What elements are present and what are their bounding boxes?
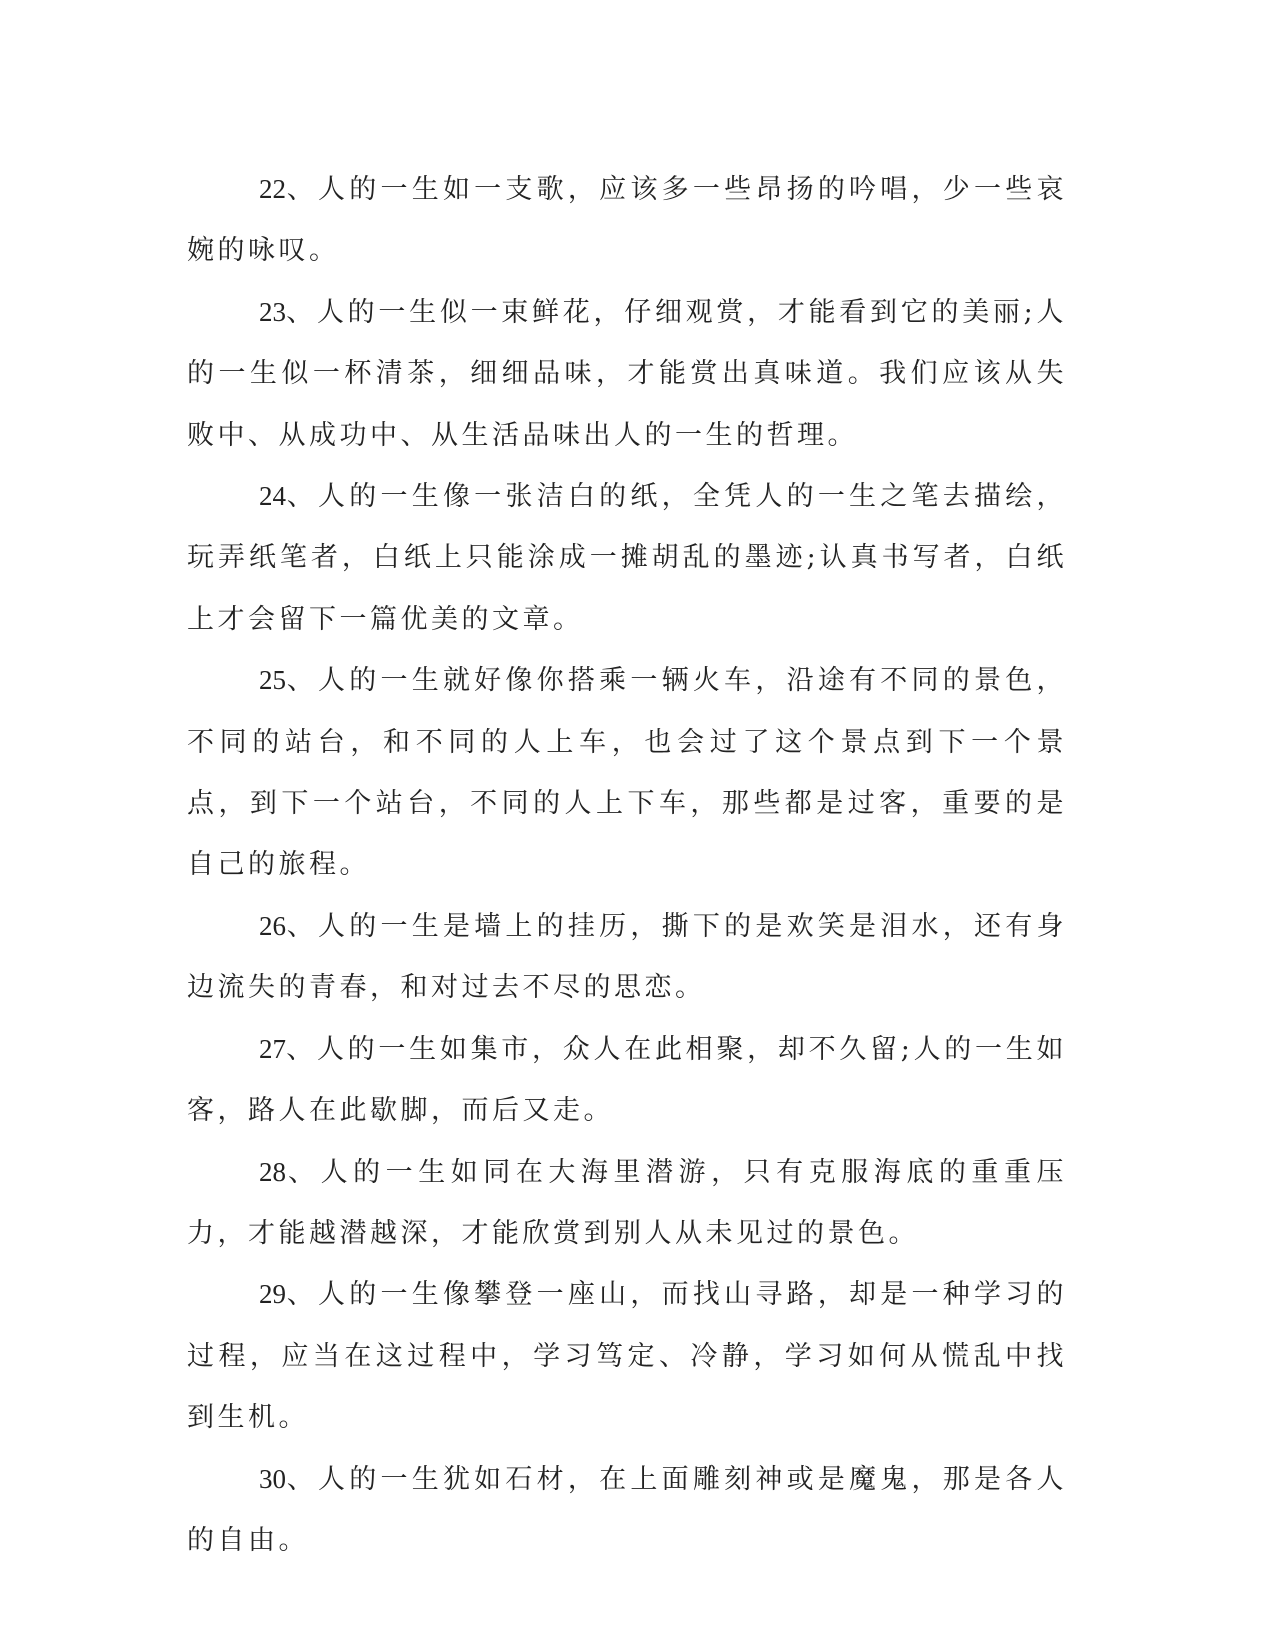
paragraph-text: 、人的一生如一支歌，应该多一些昂扬的吟唱，少一些哀婉的咏叹。 — [187, 174, 1067, 267]
paragraph-number: 25 — [259, 665, 286, 696]
paragraph-22 — [187, 159, 1067, 282]
paragraph-28 — [187, 1142, 1067, 1265]
paragraph-number: 24 — [259, 481, 286, 512]
paragraph-29 — [187, 1264, 1067, 1448]
paragraph-30 — [187, 1449, 1067, 1572]
paragraph-number: 22 — [259, 174, 286, 204]
paragraph-text: 、人的一生就好像你搭乘一辆火车，沿途有不同的景色，不同的站台，和不同的人上车，也会过了这个景点到下一个景点，到下一个站台，不同的人上下车，那些都是过客，重要的是自己的旅程。 — [187, 665, 1067, 881]
document-body — [187, 159, 1067, 1571]
paragraph-text: 、人的一生犹如石材，在上面雕刻神或是魔鬼，那是各人的自由。 — [187, 1463, 1067, 1556]
paragraph-text: 、人的一生是墙上的挂历，撕下的是欢笑是泪水，还有身边流失的青春，和对过去不尽的思恋。 — [187, 910, 1067, 1004]
paragraph-23 — [187, 282, 1067, 466]
paragraph-text: 、人的一生像一张洁白的纸，全凭人的一生之笔去描绘，玩弄纸笔者，白纸上只能涂成一摊胡乱的墨迹;认真书写者，白纸上才会留下一篇优美的文章。 — [187, 481, 1067, 635]
paragraph-text: 、人的一生如同在大海里潜游，只有克服海底的重重压力，才能越潜越深，才能欣赏到别人从未见过的景色。 — [187, 1156, 1067, 1249]
paragraph-text: 、人的一生如集市，众人在此相聚，却不久留;人的一生如客，路人在此歇脚，而后又走。 — [187, 1033, 1067, 1127]
paragraph-number: 30 — [259, 1463, 286, 1494]
paragraph-24 — [187, 466, 1067, 650]
paragraph-27 — [187, 1019, 1067, 1142]
paragraph-number: 28 — [259, 1156, 286, 1187]
paragraph-number: 26 — [259, 910, 286, 941]
paragraph-26 — [187, 896, 1067, 1019]
paragraph-25 — [187, 650, 1067, 896]
paragraph-number: 27 — [259, 1033, 286, 1064]
paragraph-number: 23 — [259, 296, 286, 327]
paragraph-text: 、人的一生似一束鲜花，仔细观赏，才能看到它的美丽;人的一生似一杯清茶，细细品味，才能赏出真味道。我们应该从失败中、从成功中、从生活品味出人的一生的哲理。 — [187, 296, 1067, 451]
paragraph-number: 29 — [259, 1279, 286, 1310]
paragraph-text: 、人的一生像攀登一座山，而找山寻路，却是一种学习的过程，应当在这过程中，学习笃定、冷静，学习如何从慌乱中找到生机。 — [187, 1279, 1067, 1434]
